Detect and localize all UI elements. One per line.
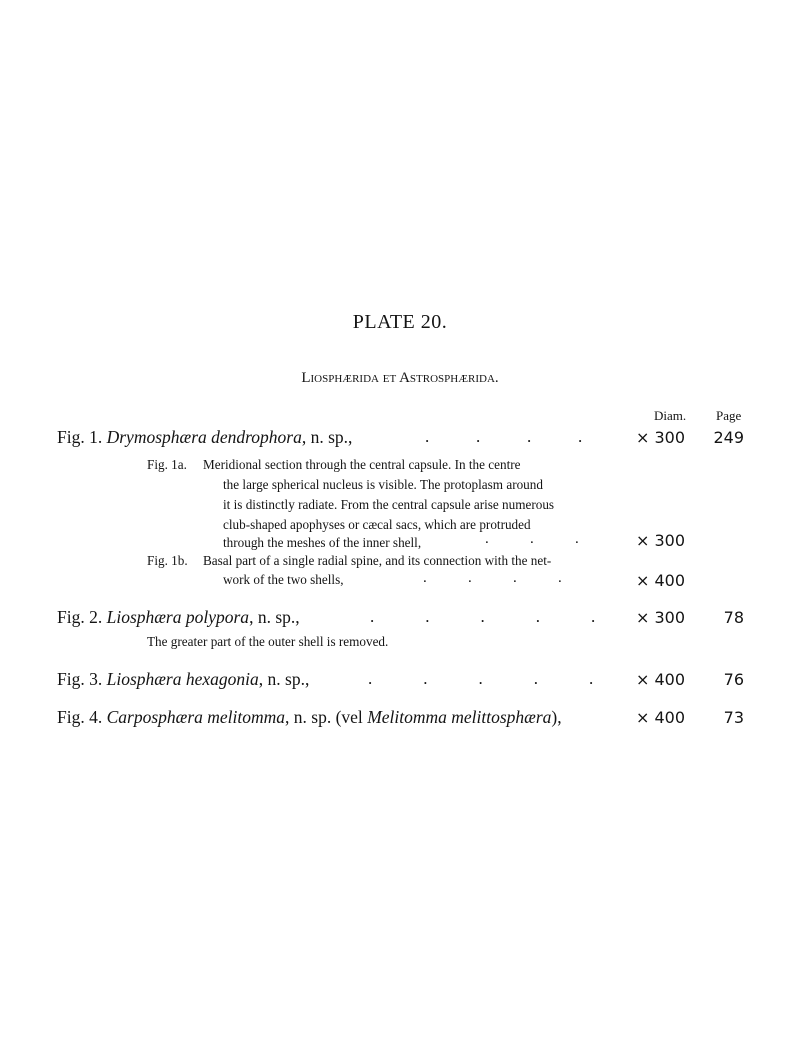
- leader-dots: . . .: [485, 531, 579, 547]
- figure-4-label: Fig. 4.: [57, 707, 103, 727]
- figure-2-suffix: , n. sp.,: [249, 607, 300, 627]
- figure-2-page: 78: [723, 608, 744, 627]
- section-title: Liosphærida et Astrosphærida.: [301, 370, 499, 386]
- figure-2-label: Fig. 2.: [57, 607, 103, 627]
- figure-1a-line-3: it is distinctly radiate. From the central capsule arise numerous: [223, 497, 555, 512]
- figure-1b-line-2: work of the two shells,: [223, 572, 344, 587]
- leader-dots: . . . . .: [370, 607, 596, 626]
- figure-1-magnification: × 300: [636, 428, 686, 447]
- figure-1-name: Drymosphæra dendrophora: [106, 427, 302, 447]
- figure-1a-magnification: × 300: [636, 531, 686, 550]
- leader-dots: . . . .: [425, 427, 583, 446]
- figure-1a-line-4: club-shaped apophyses or cæcal sacs, which are protruded: [223, 517, 531, 532]
- figure-1-label: Fig. 1.: [57, 427, 103, 447]
- figure-2-entry: [57, 607, 300, 628]
- figure-3-label: Fig. 3.: [57, 669, 103, 689]
- figure-4-suffix: , n. sp. (vel: [285, 707, 368, 727]
- figure-4-page: 73: [723, 708, 744, 727]
- figure-4-entry: [57, 707, 562, 728]
- page-column-header: Page: [716, 408, 742, 423]
- figure-1b-line-1: Basal part of a single radial spine, and its connection with the net-: [203, 553, 552, 568]
- figure-1-suffix: , n. sp.,: [301, 427, 353, 447]
- figure-1a-line-5: through the meshes of the inner shell,: [223, 535, 422, 550]
- leader-dots: . . . .: [423, 570, 562, 586]
- figure-1-entry: [57, 427, 352, 448]
- figure-4-alt-name: Melitomma melittosphæra: [367, 707, 552, 727]
- figure-2-name: Liosphæra polypora: [106, 607, 250, 627]
- plate-title: PLATE 20.: [352, 311, 448, 333]
- figure-1-page: 249: [713, 428, 744, 447]
- figure-1a-line-2: the large spherical nucleus is visible. The protoplasm around: [223, 477, 543, 492]
- figure-1a-label: Fig. 1a.: [147, 457, 187, 472]
- figure-4-alt-suffix: ),: [551, 707, 562, 727]
- figure-4-name: Carposphæra melitomma: [106, 707, 286, 727]
- diam-column-header: Diam.: [654, 408, 687, 423]
- figure-1b-magnification: × 400: [636, 571, 686, 590]
- figure-3-page: 76: [723, 670, 744, 689]
- figure-4-magnification: × 400: [636, 708, 686, 727]
- figure-1b-label: Fig. 1b.: [147, 553, 188, 568]
- figure-2-note: The greater part of the outer shell is removed.: [147, 634, 389, 649]
- figure-3-entry: [57, 669, 309, 690]
- figure-3-magnification: × 400: [636, 670, 686, 689]
- figure-3-suffix: , n. sp.,: [258, 669, 310, 689]
- figure-2-magnification: × 300: [636, 608, 686, 627]
- figure-1a-line-1: Meridional section through the central capsule. In the centre: [203, 457, 521, 472]
- figure-3-name: Liosphæra hexagonia: [106, 669, 259, 689]
- leader-dots: . . . . .: [368, 669, 594, 688]
